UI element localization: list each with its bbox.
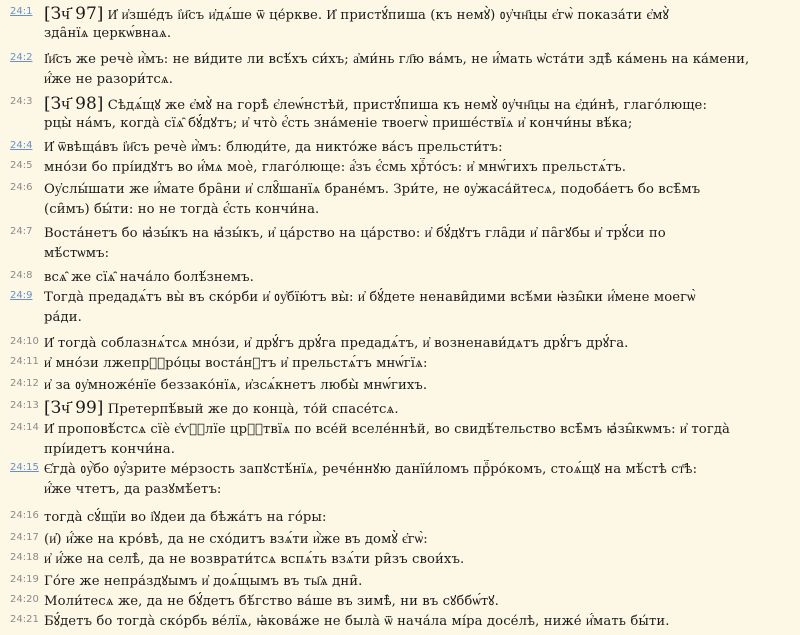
verse-text-line xyxy=(44,398,796,420)
verse-text-line xyxy=(44,308,796,328)
verse-text: зда̑нїѧ церкѡ́внаѧ. xyxy=(44,26,172,41)
verse-block xyxy=(0,376,800,396)
verse-number: 24:16 xyxy=(10,510,39,521)
zachalo-marker: [Зч҃ 98] xyxy=(44,94,104,114)
verse-block xyxy=(0,180,800,220)
verse-text: (и҆) и҆́же на кро́вѣ, да не схо́дитъ взѧ́ти и҆̀же въ домꙋ̀ є҆гѡ̀: xyxy=(44,532,428,547)
verse-block xyxy=(0,508,800,528)
verse-text: рцы̀ на́мъ, когда̀ сїѧ̑ бꙋ́дꙋтъ; и҆ что̀ є҆́сть зна́меніе твоегѡ̀ прише́ствїѧ и҆ кончи́ны вѣ́ка; xyxy=(44,116,633,131)
verse-block xyxy=(0,398,800,418)
verse-block xyxy=(0,612,800,632)
verse-text-line xyxy=(44,138,796,158)
verse-block xyxy=(0,268,800,288)
verse-text: И҆ тогда̀ соблазнѧ́тсѧ мно́зи, и҆ дрꙋ́гъ дрꙋ́га предадѧ́тъ, и҆ возненави́дѧтъ дрꙋ́гъ дрꙋ́га. xyxy=(44,336,629,351)
verse-block xyxy=(0,592,800,612)
verse-text: Воста́нетъ бо ꙗ҆зы́къ на ꙗ҆зы́къ, и҆ ца́рство на ца́рство: и҆ бꙋ́дꙋтъ гла̑ди и҆ па̑гꙋбы и҆ трꙋ́си по xyxy=(44,226,666,241)
verse-number-link[interactable]: 24:15 xyxy=(10,462,39,473)
verse-block xyxy=(0,4,800,44)
verse-text: И҆ проповѣ́стсѧ сїѐ є҆ѵⷢ҇лїе црⷭ҇твїѧ по все́й вселе́ннѣй, во свидѣ́тельство всѣ̑мъ ꙗ҆зы̑кѡмъ: и҆ тогда̀ xyxy=(44,422,731,437)
zachalo-marker: [Зч҃ 99] xyxy=(44,398,104,418)
verse-text: Моли́тесѧ же, да не бꙋ́детъ бѣ́гство ва́ше въ зимѣ̀, ни въ сꙋббѡ́тꙋ. xyxy=(44,594,499,609)
verse-text-line xyxy=(44,50,796,70)
verse-block xyxy=(0,460,800,500)
verse-text: мѣ́стѡмъ: xyxy=(44,246,110,261)
verse-text: всѧ̑ же сїѧ̑ нача́ло болѣ́знемъ. xyxy=(44,270,254,285)
verse-text-line xyxy=(44,592,796,612)
verse-block xyxy=(0,288,800,328)
verse-text-line xyxy=(44,334,796,354)
verse-text-line xyxy=(44,158,796,178)
verse-block xyxy=(0,158,800,178)
verse-number-link[interactable]: 24:9 xyxy=(10,290,33,301)
verse-text-line xyxy=(44,70,796,90)
verse-text-line xyxy=(44,224,796,244)
verse-text-line xyxy=(44,530,796,550)
verse-text-line xyxy=(44,288,796,308)
verse-text: И҆ ѿвѣща́въ і҆и҃съ речѐ и҆̀мъ: блюди́те, да никто́же ва́съ прельсти́тъ: xyxy=(44,140,503,155)
verse-block xyxy=(0,354,800,374)
verse-text-line xyxy=(44,460,796,480)
verse-text-line xyxy=(44,94,796,116)
verse-text: и҆ мно́зи лжепрⷪ҇ро́цы воста́нꙋтъ и҆ прельстѧ́тъ мнѡ́гїѧ: xyxy=(44,356,428,371)
verse-number: 24:20 xyxy=(10,594,39,605)
verse-text: І҆и҃съ же речѐ и҆̀мъ: не ви́дите ли всѣ́хъ си́хъ; а҆ми́нь гл҃ю ва́мъ, не и҆́мать ѡ҆ста́ти здѣ̀ ка́мень на ка́мени, xyxy=(44,52,750,67)
verse-text-line xyxy=(44,114,796,134)
verse-number: 24:11 xyxy=(10,356,39,367)
verse-number: 24:13 xyxy=(10,400,39,411)
verse-number: 24:19 xyxy=(10,574,39,585)
verse-block xyxy=(0,94,800,134)
verse-text-line xyxy=(44,508,796,528)
verse-number-link[interactable]: 24:2 xyxy=(10,52,33,63)
verse-number: 24:12 xyxy=(10,378,39,389)
verse-text-line xyxy=(44,612,796,632)
verse-block xyxy=(0,50,800,90)
verse-number: 24:3 xyxy=(10,96,33,107)
verse-text: тогда̀ сꙋ́щїи во і҆ꙋдеи да бѣжа́тъ на го́ры: xyxy=(44,510,327,525)
verse-text: Сѣдѧ́щꙋ же є҆мꙋ̀ на горѣ̀ є҆леѡ́нстѣй, пристꙋ́пиша къ немꙋ̀ ᲂу҆чн҃цы на є҆ди́нѣ, глаго́люще: xyxy=(107,98,708,113)
verse-block xyxy=(0,420,800,460)
verse-number: 24:21 xyxy=(10,614,39,625)
verse-text-line xyxy=(44,480,796,500)
verse-number: 24:10 xyxy=(10,336,39,347)
verse-block xyxy=(0,138,800,158)
verse-text: И҆ и҆зше́дъ і҆и҃съ и҆дѧ́ше ѿ це́ркве. И҆ пристꙋ́пиша (къ немꙋ̀) ᲂу҆чн҃цы є҆гѡ̀ показа́ти є҆мꙋ̀ xyxy=(107,8,669,23)
verse-number: 24:18 xyxy=(10,552,39,563)
verse-text: прі́идетъ кончи́на. xyxy=(44,442,176,457)
verse-text: Бꙋ́детъ бо тогда̀ ско́рбь ве́лїѧ, ꙗ҆кова́же не была̀ ѿ нача́ла мі́ра досе́лѣ, ниже́ и҆́мать бы́ти. xyxy=(44,614,670,629)
verse-block xyxy=(0,572,800,592)
verse-text-line xyxy=(44,244,796,264)
zachalo-marker: [Зч҃ 97] xyxy=(44,4,104,24)
verse-text: Тогда̀ предадѧ́тъ вы̀ въ ско́рби и҆ ᲂу҆бїю́тъ вы̀: и҆ бꙋ́дете ненави̑дими всѣ́ми ꙗ҆зы̑ки и҆́мене моегѡ̀ xyxy=(44,290,696,305)
verse-text-line xyxy=(44,420,796,440)
verse-text-line xyxy=(44,354,796,374)
verse-number: 24:7 xyxy=(10,226,33,237)
verse-text: Є҆гда̀ ᲂу҆̀бо ᲂу҆́зрите ме́рзость запꙋстѣ́нїѧ, рече́ннꙋю данїи́ломъ прⷪ҇ро́комъ, стоѧ́щꙋ на мѣ́стѣ ст҃ѣ: xyxy=(44,462,698,477)
verse-text: и҆ за ᲂу҆множе́нїе беззако́нїѧ, и҆зсѧ́кнетъ любы̀ мнѡ́гихъ. xyxy=(44,378,428,393)
verse-block xyxy=(0,550,800,570)
verse-number: 24:14 xyxy=(10,422,39,433)
verse-text-line xyxy=(44,376,796,396)
verse-text: мно́зи бо прі́идꙋтъ во и҆́мѧ моѐ, глаго́люще: а҆́зъ є҆́смь хрⷭ҇то́съ: и҆ мнѡ́гихъ прельстѧ́тъ. xyxy=(44,160,627,175)
verse-number: 24:8 xyxy=(10,270,33,281)
verse-block xyxy=(0,530,800,550)
verse-text-line xyxy=(44,180,796,200)
verse-text: ра́ди. xyxy=(44,310,82,325)
verse-text: Претерпѣ́вый же до конца̀, то́й спасе́тсѧ. xyxy=(107,402,399,417)
verse-text-line xyxy=(44,550,796,570)
verse-text-line xyxy=(44,440,796,460)
verse-text: и҆́же чтетъ, да разꙋмѣ́етъ: xyxy=(44,482,222,497)
verse-text: Го́re же непра́здꙋымъ и҆ доѧ́щымъ въ ты҄ѧ дни̑. xyxy=(44,574,363,589)
verse-number: 24:17 xyxy=(10,532,39,543)
verse-number: 24:5 xyxy=(10,160,33,171)
verse-block xyxy=(0,334,800,354)
verse-block xyxy=(0,224,800,264)
verse-number-link[interactable]: 24:1 xyxy=(10,6,33,17)
verse-text: и҆́же не разори́тсѧ. xyxy=(44,72,173,87)
verse-text: (си̑мъ) бы́ти: но не тогда̀ є҆́сть кончи́на. xyxy=(44,202,320,217)
verse-text-line xyxy=(44,200,796,220)
verse-number-link[interactable]: 24:4 xyxy=(10,140,33,151)
verse-text: Оу҆слы́шати же и҆́мате бра̑ни и҆ слꙋ̑шанїѧ бране́мъ. Зри́те, не ᲂу҆жаса́йтесѧ, подоба́етъ бо всѣ̑мъ xyxy=(44,182,701,197)
verse-text-line xyxy=(44,268,796,288)
verse-text-line xyxy=(44,572,796,592)
verse-text-line xyxy=(44,24,796,44)
verse-text: и҆ и҆́же на селѣ̀, да не возврати́тсѧ вспѧ́ть взѧ́ти ри̑зъ свои́хъ. xyxy=(44,552,465,567)
verse-number: 24:6 xyxy=(10,182,33,193)
verse-text-line xyxy=(44,4,796,26)
